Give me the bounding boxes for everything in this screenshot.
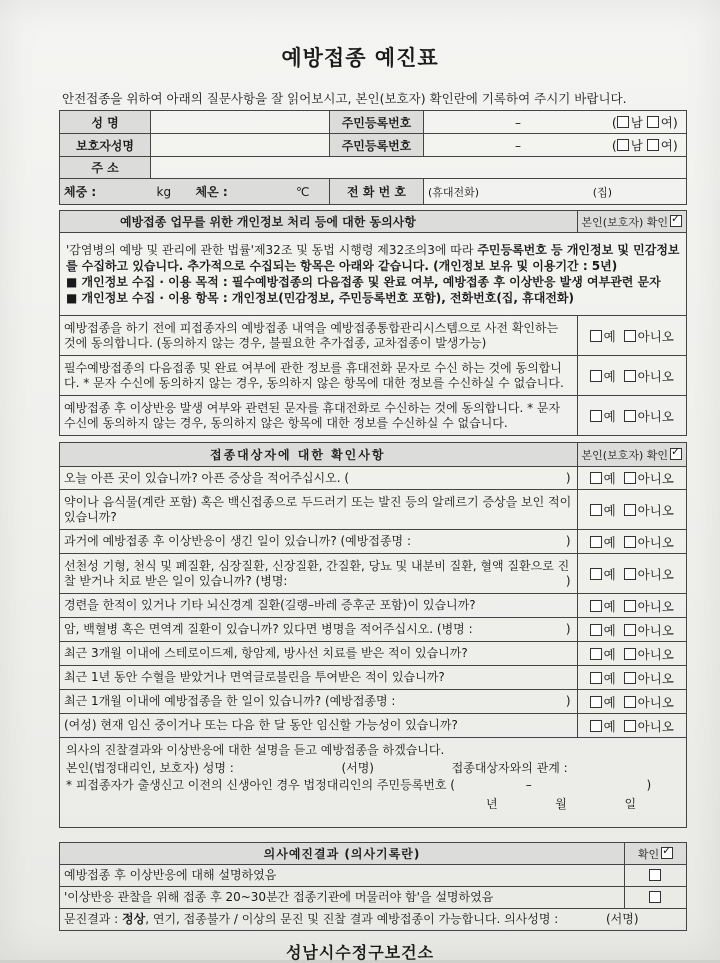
question-row: (여성) 현재 임신 중이거나 또는 다음 한 달 동안 임신할 가능성이 있습니까? — [60, 714, 578, 738]
yes-checkbox[interactable] — [590, 472, 602, 484]
guardian-gender-options: ( 남 여) — [611, 138, 678, 153]
no-label: 아니오 — [637, 622, 674, 638]
day-label: 일 — [624, 797, 637, 811]
question-row: 약이나 음식물(계란 포함) 혹은 백신접종으로 두드러기 또는 발진 등의 알레르기 증상을 보인 적이 있습니까? — [60, 490, 578, 530]
question-options — [577, 642, 686, 666]
signature-block — [60, 738, 687, 828]
male-checkbox[interactable] — [617, 116, 629, 128]
month-label: 월 — [555, 797, 567, 811]
collect-items: ■ 개인정보 수집 · 이용 항목 : 개인정보(민감정보, 주민등록번호 포함), 전화번호(집, 휴대전화) — [66, 291, 574, 305]
date-line — [66, 794, 680, 814]
yes-label: 예 — [603, 408, 616, 424]
question-options — [577, 490, 686, 530]
no-checkbox[interactable] — [624, 600, 636, 612]
doctor-row: 예방접종 후 이상반응에 대해 설명하였음 — [60, 865, 625, 887]
yes-checkbox[interactable] — [590, 624, 602, 636]
result-options: , 연기, 접종불가 / 이상의 문진 및 진찰 결과 예방접종이 가능합니다. 의사성명 : — [145, 912, 559, 926]
no-label: 아니오 — [637, 328, 674, 344]
no-checkbox[interactable] — [624, 672, 636, 684]
yes-label: 예 — [603, 718, 616, 734]
gender-options: ( 남 여) — [611, 115, 678, 130]
consent-row: 예방접종 후 이상반응 발생 여부와 관련된 문자를 휴대전화로 수신하는 것에 동의합니다. * 문자 수신에 동의하지 않는 경우, 동의하지 않은 항목에 대한 정보를 수신하실 수 없습니다. — [60, 396, 578, 436]
no-checkbox[interactable] — [624, 410, 636, 422]
doctor-table — [59, 842, 687, 931]
yes-label: 예 — [603, 328, 616, 344]
result-label: 문진결과 : — [64, 912, 123, 926]
question-options — [577, 618, 686, 642]
no-label: 아니오 — [637, 646, 674, 662]
question-text: 최근 1개월 이내에 예방접종을 한 일이 있습니까? (예방접종명 : — [64, 694, 396, 708]
question-tail: ) — [565, 534, 571, 548]
yes-checkbox[interactable] — [590, 504, 602, 516]
weight-label: 체중 : — [64, 185, 97, 199]
question-options — [577, 714, 686, 738]
yes-label: 예 — [603, 670, 616, 686]
yes-checkbox[interactable] — [590, 672, 602, 684]
no-checkbox[interactable] — [624, 536, 636, 548]
yes-label: 예 — [603, 622, 616, 638]
mobile-label: (휴대전화) — [428, 185, 480, 199]
consent-options — [577, 396, 686, 436]
question-text: 오늘 아픈 곳이 있습니까? 아픈 증상을 적어주십시오. ( — [64, 470, 350, 485]
consent-row: 예방접종을 하기 전에 피접종자의 예방접종 내역을 예방접종통합관리시스템으로 사전 확인하는 것에 동의합니다. (동의하지 않는 경우, 불필요한 추가접종, 교차접종이 발생가능) — [60, 316, 578, 356]
doctor-checkbox[interactable] — [649, 891, 661, 903]
name-field[interactable] — [151, 111, 330, 134]
guardian-rrn-field[interactable] — [424, 134, 687, 157]
address-field[interactable] — [151, 157, 687, 179]
question-tail: ) — [565, 622, 571, 636]
personal-info-table — [59, 110, 687, 205]
yes-label: 예 — [603, 471, 616, 486]
yes-label: 예 — [603, 566, 616, 582]
signer-sign: (서명) — [341, 761, 374, 775]
no-checkbox[interactable] — [624, 648, 636, 660]
yes-checkbox[interactable] — [590, 720, 602, 732]
subject-table — [59, 442, 687, 828]
yes-checkbox[interactable] — [590, 410, 602, 422]
consent-info — [60, 233, 687, 316]
no-checkbox[interactable] — [624, 696, 636, 708]
signer-name-label: 본인(법정대리인, 보호자) 성명 : — [66, 761, 234, 775]
result-normal: 정상 — [122, 912, 146, 926]
subject-check-header — [577, 443, 686, 467]
newborn-note: * 피접종자가 출생신고 이전의 신생아인 경우 법정대리인의 주민등록번호 ( — [66, 778, 455, 792]
question-text: 과거에 예방접종 후 이상반응이 생긴 일이 있습니까? (예방접종명 : — [64, 534, 412, 548]
newborn-rrn-dash: – — [525, 778, 532, 792]
question-options — [577, 467, 686, 490]
doctor-checkbox[interactable] — [649, 869, 661, 881]
year-label: 년 — [486, 797, 498, 811]
no-label: 아니오 — [637, 471, 674, 486]
yes-checkbox[interactable] — [590, 536, 602, 548]
question-row — [60, 554, 578, 594]
doctor-result — [60, 909, 687, 931]
rrn-label: 주민등록번호 — [330, 111, 424, 134]
vitals-row — [60, 179, 330, 205]
consent-options — [577, 316, 686, 356]
question-options — [577, 530, 686, 554]
relation-label: 접종대상자와의 관계 : — [451, 761, 568, 775]
yes-label: 예 — [603, 694, 616, 710]
female-label: 여 — [660, 115, 673, 130]
consent-check-header-label: 본인(보호자) 확인 — [581, 215, 668, 229]
no-label: 아니오 — [637, 534, 674, 550]
no-checkbox[interactable] — [624, 370, 636, 382]
footer-org: 성남시수정구보건소 — [285, 943, 435, 962]
law-text: '감염병의 예방 및 관리에 관한 법률'제32조 및 동법 시행령 제32조의3에 따라 — [66, 243, 478, 257]
guardian-label: 보호자성명 — [60, 134, 151, 157]
question-options — [577, 690, 686, 714]
guardian-female-checkbox[interactable] — [647, 139, 659, 151]
question-options — [577, 554, 686, 594]
newborn-rrn-close: ) — [646, 778, 652, 792]
question-tail: ) — [565, 694, 571, 708]
no-label: 아니오 — [637, 566, 674, 582]
no-label: 아니오 — [637, 598, 674, 614]
form-title: 예방접종 예진표 — [281, 46, 439, 70]
yes-label: 예 — [603, 534, 616, 550]
yes-checkbox[interactable] — [590, 370, 602, 382]
doctor-check — [625, 865, 687, 887]
question-options — [577, 666, 686, 690]
consent-row: 필수예방접종의 다음접종 및 완료 여부에 관한 정보를 휴대전화 문자로 수신 하는 것에 동의합니다. * 문자 수신에 동의하지 않는 경우, 동의하지 않은 항목에 대한 정보를 수신하실 수 없습니다. — [60, 356, 578, 396]
doctor-row: '이상반응 관찰을 위해 접종 후 20~30분간 접종기관에 머물러야 함'을 설명하였음 — [60, 887, 625, 909]
guardian-male-label: 남 — [630, 138, 643, 153]
no-label: 아니오 — [637, 694, 674, 710]
no-checkbox[interactable] — [624, 624, 636, 636]
form-intro: 안전접종을 위하여 아래의 질문사항을 잘 읽어보시고, 본인(보호자) 확인란에 기록하여 주시기 바랍니다. — [62, 91, 627, 106]
no-checkbox[interactable] — [624, 504, 636, 516]
collect-purpose: ■ 개인정보 수집 · 이용 목적 : 필수예방접종의 다음접종 및 완료 여부, 예방접종 후 이상반응 발생 여부관련 문자 — [66, 275, 661, 289]
yes-label: 예 — [603, 598, 616, 614]
female-checkbox[interactable] — [647, 116, 659, 128]
no-label: 아니오 — [637, 670, 674, 686]
no-checkbox[interactable] — [624, 568, 636, 580]
doctor-check-header — [625, 843, 687, 865]
yes-checkbox[interactable] — [590, 648, 602, 660]
yes-checkbox[interactable] — [590, 330, 602, 342]
question-row — [60, 467, 578, 490]
guardian-male-checkbox[interactable] — [617, 139, 629, 151]
doctor-header: 의사예진결과 (의사기록란) — [60, 843, 625, 865]
question-row — [60, 530, 578, 554]
check-icon — [670, 215, 682, 227]
guardian-rrn-label: 주민등록번호 — [330, 134, 424, 157]
consent-table — [59, 210, 687, 436]
rrn-field[interactable] — [424, 111, 687, 134]
question-row: 경련을 한적이 있거나 기타 뇌신경계 질환(길랭–바레 증후군 포함)이 있습니까? — [60, 594, 578, 618]
doctor-sign: (서명) — [605, 912, 639, 926]
guardian-field[interactable] — [151, 134, 330, 157]
no-label: 아니오 — [637, 718, 674, 734]
no-label: 아니오 — [637, 368, 674, 384]
check-icon — [661, 847, 673, 859]
no-checkbox[interactable] — [624, 472, 636, 484]
no-label: 아니오 — [637, 408, 674, 424]
question-text: 암, 백혈병 혹은 면역계 질환이 있습니까? 있다면 병명을 적어주십시오. (병명 : — [64, 622, 473, 636]
yes-checkbox[interactable] — [590, 600, 602, 612]
subject-header: 접종대상자에 대한 확인사항 — [60, 443, 578, 467]
guardian-rrn-dash: – — [515, 139, 521, 153]
address-label: 주 소 — [60, 157, 151, 179]
yes-label: 예 — [603, 502, 616, 518]
name-label: 성 명 — [60, 111, 151, 134]
phone-field[interactable] — [424, 179, 687, 205]
weight-unit: kg — [156, 185, 172, 199]
consent-header: 예방접종 업무를 위한 개인정보 처리 등에 대한 동의사항 — [60, 211, 578, 233]
doctor-check — [625, 887, 687, 909]
signature-statement: 의사의 진찰결과와 이상반응에 대한 설명을 듣고 예방접종을 하겠습니다. — [66, 743, 445, 757]
no-checkbox[interactable] — [624, 330, 636, 342]
question-row — [60, 618, 578, 642]
question-row: 최근 1년 동안 수혈을 받았거나 면역글로불린을 투여받은 적이 있습니까? — [60, 666, 578, 690]
home-label: (집) — [592, 185, 612, 199]
yes-checkbox[interactable] — [590, 568, 602, 580]
no-label: 아니오 — [637, 502, 674, 518]
question-options — [577, 594, 686, 618]
consent-options — [577, 356, 686, 396]
check-icon — [670, 448, 682, 460]
question-row: 최근 3개월 이내에 스테로이드제, 항암제, 방사선 치료를 받은 적이 있습니까? — [60, 642, 578, 666]
consent-check-header — [577, 211, 686, 233]
guardian-female-label: 여 — [660, 138, 673, 153]
question-tail: ) — [565, 470, 571, 485]
question-text: 선천성 기형, 천식 및 폐질환, 심장질환, 신장질환, 간질환, 당뇨 및 내분비 질환, 혈액 질환으로 진찰 받거나 치료 받은 일이 있습니까? (병명: — [64, 558, 570, 588]
doctor-check-header-label: 확인 — [637, 847, 660, 861]
law-bold-text: 주민등록번호 등 개인정보 및 민감정보를 수집하고 있습니다. 추가적으로 수집되는 항목은 아래와 같습니다. (개인정보 보유 및 이용기간 : 5년) — [66, 243, 680, 273]
temp-label: 체온 : — [195, 185, 228, 199]
yes-label: 예 — [603, 646, 616, 662]
rrn-dash: – — [515, 116, 521, 130]
temp-unit: ℃ — [296, 185, 310, 199]
question-row — [60, 690, 578, 714]
no-checkbox[interactable] — [624, 720, 636, 732]
yes-label: 예 — [603, 368, 616, 384]
subject-check-header-label: 본인(보호자) 확인 — [581, 448, 668, 462]
male-label: 남 — [630, 115, 643, 130]
phone-label: 전 화 번 호 — [330, 179, 424, 205]
question-tail: ) — [565, 573, 571, 588]
yes-checkbox[interactable] — [590, 696, 602, 708]
